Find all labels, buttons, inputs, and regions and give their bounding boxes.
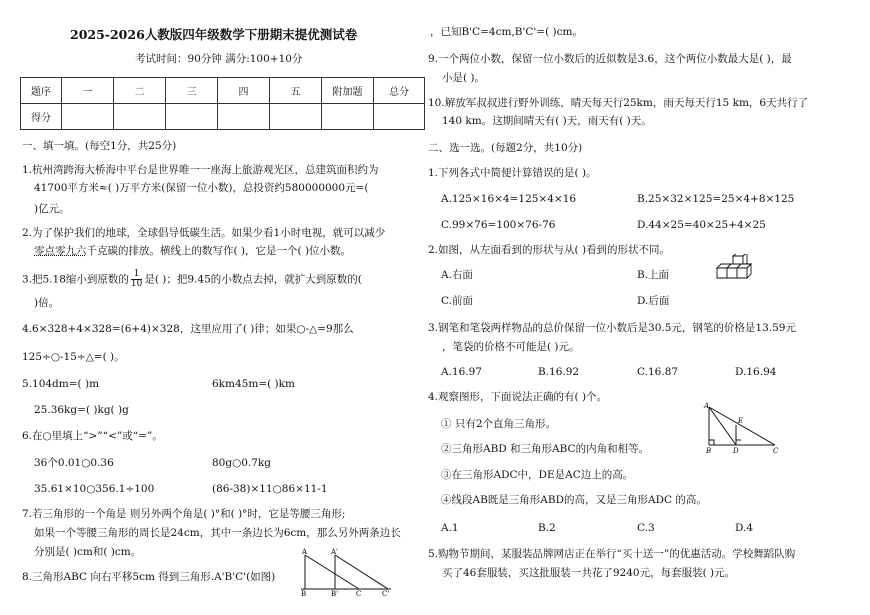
question-line: 4.观察图形，下面说法正确的有( )个。: [428, 391, 608, 403]
label-E: E: [738, 417, 744, 425]
question-line: 小是( )。: [442, 72, 486, 84]
fraction-denominator: 10: [130, 279, 143, 289]
label-C: C: [356, 590, 362, 596]
question-line: ，笔袋的价格不可能是( )元。: [442, 341, 580, 353]
question-text: 3.把5.18缩小到原数的: [22, 273, 129, 286]
fraction-numerator: 1: [131, 270, 142, 280]
option-a[interactable]: A.16.97: [441, 366, 482, 378]
table-cell: 总分: [374, 78, 425, 104]
question-line: 2.如图，从左面看到的形状与从( )看到的形状不同。: [428, 244, 671, 256]
option-a[interactable]: A.1: [441, 522, 459, 534]
table-cell: 题序: [21, 78, 62, 104]
table-cell: 得分: [21, 104, 62, 130]
score-input-cell[interactable]: [62, 104, 114, 130]
option-a[interactable]: A.右面: [441, 269, 473, 281]
question-line: )亿元。: [34, 203, 70, 215]
question-text: 是( )；把9.45的小数点去掉，就扩大到原数的(: [144, 273, 362, 286]
question-line: 8.三角形ABC 向右平移5cm 得到三角形.A'B'C'(如图): [22, 571, 276, 583]
translation-triangles-figure: [296, 546, 396, 596]
statement-item: ① 只有2个直角三角形。: [441, 418, 557, 430]
question-line: 80g○0.7kg: [212, 457, 272, 469]
option-b[interactable]: B.25×32×125=25×4+8×125: [637, 193, 795, 205]
table-cell: 四: [218, 78, 270, 104]
question-line: 41700平方米≈( )万平方米(保留一位小数)，总投资约580000000元=(: [34, 182, 369, 194]
label-B: B: [301, 590, 307, 596]
table-row: [21, 78, 425, 104]
option-d[interactable]: D.4: [735, 522, 754, 534]
question-line: [34, 245, 351, 258]
question-line: 分别是( )cm和( )cm。: [34, 546, 142, 558]
option-b[interactable]: B.上面: [637, 269, 670, 281]
question-line: 5.购物节期间，某服装品牌网店正在举行“买十送一”的优惠活动。学校舞蹈队购: [428, 548, 796, 560]
score-input-cell[interactable]: [114, 104, 166, 130]
section-heading: 一、填一填。(每空1分，共25分): [22, 140, 177, 152]
question-line: 25.36kg=( )kg( )g: [34, 404, 129, 416]
question-line: ，已知B'C=4cm,B'C'=( )cm。: [430, 26, 583, 38]
dotted-number-text: 零点零九六: [34, 245, 87, 257]
score-input-cell[interactable]: [322, 104, 374, 130]
label-D: D: [733, 447, 739, 454]
score-table: [20, 77, 425, 130]
question-line: 9.一个两位小数，保留一位小数后的近似数是3.6，这个两位小数最大是( )，最: [428, 53, 792, 65]
question-line: 4.6×328+4×328=(6+4)×328，这里应用了( )律；如果○-△=9那么: [22, 323, 354, 335]
question-line: 如果一个等腰三角形的周长是24cm，其中一条边长为6cm，那么另外两条边长: [34, 527, 401, 539]
page-title: 2025-2026人教版四年级数学下册期末提优测试卷: [70, 27, 358, 42]
table-cell: 附加题: [322, 78, 374, 104]
option-c[interactable]: C.3: [637, 522, 655, 534]
section-heading: 二、选一选。(每题2分，共10分): [428, 142, 583, 154]
score-input-cell[interactable]: [166, 104, 218, 130]
option-d[interactable]: D.44×25=40×25+4×25: [637, 219, 766, 231]
question-line: 1.下列各式中简便计算错误的是( )。: [428, 167, 597, 179]
question-line: 36个0.01○0.36: [34, 457, 114, 469]
label-B-prime: B': [331, 590, 339, 596]
question-line: 5.104dm=( )m: [22, 378, 100, 390]
question-line: 10.解放军叔叔进行野外训练，晴天每天行25km，雨天每天行15 km，6天共行了: [428, 97, 809, 109]
question-line: )倍。: [34, 297, 60, 309]
label-A: A: [302, 548, 308, 556]
statement-item: ②三角形ABD 和三角形ABC的内角和相等。: [441, 443, 650, 455]
table-cell: 五: [270, 78, 322, 104]
table-row: [21, 104, 425, 130]
question-line: [22, 270, 362, 289]
question-line: 6km45m=( )km: [212, 378, 295, 390]
right-triangle-figure: [703, 402, 785, 454]
question-line: 140 km。这期间晴天有( )天，雨天有( )天。: [442, 115, 652, 127]
option-c[interactable]: C.前面: [441, 295, 473, 307]
label-C: C: [773, 447, 779, 454]
question-line: 3.钢笔和笔袋两样物品的总价保留一位小数后是30.5元，钢笔的价格是13.59元: [428, 322, 796, 334]
question-line: 7.若三角形的一个角是 则另外两个角是( )°和( )°时，它是等腰三角形;: [22, 508, 346, 520]
label-A: A: [704, 402, 710, 410]
option-c[interactable]: C.16.87: [637, 366, 679, 378]
question-line: (86-38)×11○86×11-1: [212, 483, 328, 495]
label-B: B: [706, 447, 712, 454]
question-line: 35.61×10○356.1÷100: [34, 483, 155, 495]
table-cell: 一: [62, 78, 114, 104]
score-input-cell[interactable]: [374, 104, 425, 130]
question-line: 1.杭州湾跨海大桥海中平台是世界唯一一座海上旅游观光区，总建筑面积约为: [22, 164, 379, 176]
option-c[interactable]: C.99×76=100×76-76: [441, 219, 556, 231]
option-a[interactable]: A.125×16×4=125×4×16: [441, 193, 577, 205]
table-cell: 三: [166, 78, 218, 104]
option-d[interactable]: D.后面: [637, 295, 670, 307]
option-b[interactable]: B.2: [538, 522, 556, 534]
statement-item: ④线段AB既是三角形ABD的高，又是三角形ADC 的高。: [441, 494, 707, 506]
cubes-figure: [713, 254, 761, 282]
statement-item: ③在三角形ADC中，DE是AC边上的高。: [441, 469, 634, 481]
label-C-prime: C': [382, 590, 390, 596]
score-input-cell[interactable]: [270, 104, 322, 130]
score-input-cell[interactable]: [218, 104, 270, 130]
question-text: 千克碳的排放。横线上的数写作( )，它是一个( )位小数。: [86, 245, 352, 257]
exam-info: 考试时间：90分钟 满分:100+10分: [135, 53, 303, 65]
question-line: 2.为了保护我们的地球，全球倡导低碳生活。如果少看1小时电视，就可以减少: [22, 227, 386, 239]
label-A-prime: A': [331, 548, 338, 556]
question-line: 买了46套服装，买这批服装一共花了9240元，每套服装( )元。: [442, 567, 736, 579]
table-cell: 二: [114, 78, 166, 104]
option-d[interactable]: D.16.94: [735, 366, 777, 378]
question-line: 6.在○里填上“>”“<”或“=”。: [22, 430, 163, 442]
question-line: 125÷○-15÷△=( )。: [22, 351, 125, 363]
fraction: [131, 270, 142, 289]
option-b[interactable]: B.16.92: [538, 366, 580, 378]
